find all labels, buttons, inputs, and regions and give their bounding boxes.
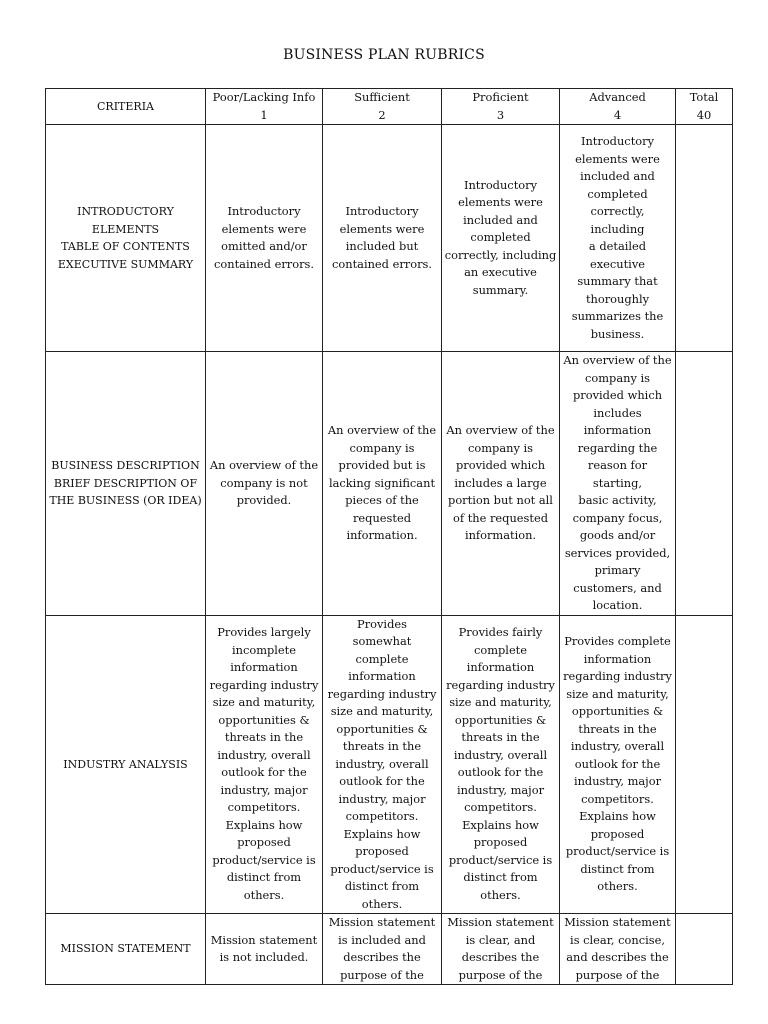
rubric-cell: An overview of the company is not provided.: [206, 352, 323, 616]
header-criteria: CRITERIA: [46, 89, 206, 125]
header-row: [46, 89, 733, 125]
rubric-cell: Provides largely incomplete information regarding industry size and maturity, opportunities & threats in the industry, overall outlook for the industry, major competitors. Explains how proposed product/service is distinct from others.: [206, 615, 323, 914]
header-level-proficient: Proficient 3: [442, 89, 560, 125]
rubric-cell: Introductory elements were included and completed correctly, including an executive summary.: [442, 125, 560, 352]
criteria-cell: BUSINESS DESCRIPTION BRIEF DESCRIPTION OF THE BUSINESS (OR IDEA): [46, 352, 206, 616]
total-cell: [676, 125, 733, 352]
total-cell: [676, 352, 733, 616]
rubric-cell: Introductory elements were omitted and/or contained errors.: [206, 125, 323, 352]
rubric-cell: Provides fairly complete information regarding industry size and maturity, opportunities & threats in the industry, overall outlook for the industry, major competitors. Explains how proposed product/service is distinct from others.: [442, 615, 560, 914]
criteria-cell: INTRODUCTORY ELEMENTS TABLE OF CONTENTS EXECUTIVE SUMMARY: [46, 125, 206, 352]
total-cell: [676, 615, 733, 914]
rubric-cell: Provides somewhat complete information regarding industry size and maturity, opportunities & threats in the industry, overall outlook for the industry, major competitors. Explains how proposed product/service is distinct from others.: [323, 615, 442, 914]
criteria-cell: MISSION STATEMENT: [46, 914, 206, 985]
table-row: [46, 615, 733, 914]
rubric-cell: An overview of the company is provided which includes a large portion but not all of the requested information.: [442, 352, 560, 616]
table-row: [46, 914, 733, 985]
table-row: [46, 352, 733, 616]
rubric-cell: Mission statement is clear, and describes the purpose of the: [442, 914, 560, 985]
header-level-sufficient: Sufficient 2: [323, 89, 442, 125]
rubric-cell: Mission statement is clear, concise, and describes the purpose of the: [560, 914, 676, 985]
table-row: [46, 125, 733, 352]
rubric-cell: Mission statement is not included.: [206, 914, 323, 985]
rubric-cell: An overview of the company is provided but is lacking significant pieces of the requested information.: [323, 352, 442, 616]
criteria-cell: INDUSTRY ANALYSIS: [46, 615, 206, 914]
rubric-table: [45, 88, 733, 985]
rubric-cell: Mission statement is included and describes the purpose of the: [323, 914, 442, 985]
header-level-poor: Poor/Lacking Info 1: [206, 89, 323, 125]
total-cell: [676, 914, 733, 985]
rubric-cell: Introductory elements were included and completed correctly, including a detailed executive summary that thoroughly summarizes the business.: [560, 125, 676, 352]
header-level-advanced: Advanced 4: [560, 89, 676, 125]
rubric-cell: Introductory elements were included but contained errors.: [323, 125, 442, 352]
rubric-cell: Provides complete information regarding industry size and maturity, opportunities & threats in the industry, overall outlook for the industry, major competitors. Explains how proposed product/service is distinct from others.: [560, 615, 676, 914]
header-total: Total 40: [676, 89, 733, 125]
rubric-cell: An overview of the company is provided which includes information regarding the reason for starting, basic activity, company focus, goods and/or services provided, primary customers, and location.: [560, 352, 676, 616]
page-title: BUSINESS PLAN RUBRICS: [283, 47, 485, 63]
